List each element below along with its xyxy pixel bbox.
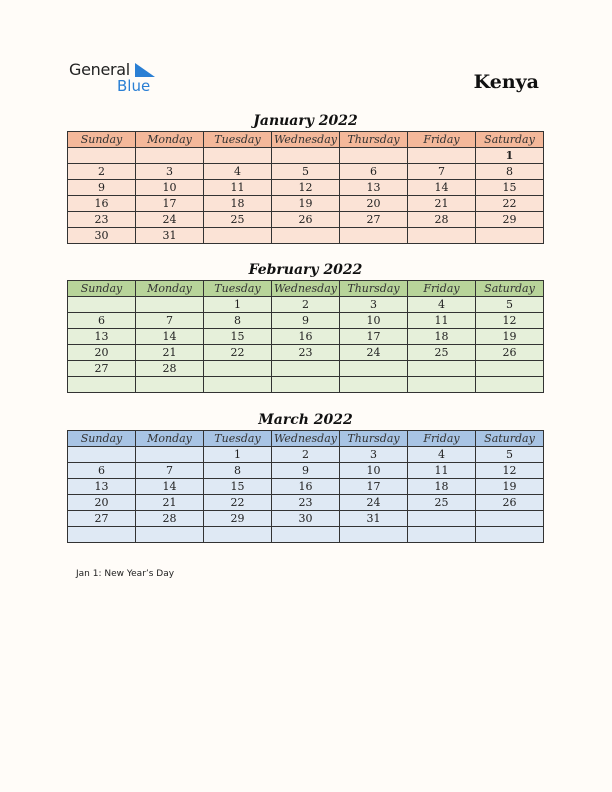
weekday-saturday: Saturday: [476, 281, 544, 297]
empty-day-cell: [408, 527, 476, 543]
empty-day-cell: [340, 361, 408, 377]
empty-day-cell: [204, 377, 272, 393]
empty-day-cell: [340, 228, 408, 244]
day-cell: 24: [340, 495, 408, 511]
empty-day-cell: [408, 361, 476, 377]
day-cell: 15: [204, 329, 272, 345]
logo-text-general: General: [69, 60, 130, 79]
day-cell: 27: [340, 212, 408, 228]
empty-day-cell: [68, 527, 136, 543]
weekday-tuesday: Tuesday: [204, 132, 272, 148]
day-cell: 5: [476, 297, 544, 313]
day-cell: 20: [340, 196, 408, 212]
day-cell: 16: [272, 479, 340, 495]
empty-day-cell: [272, 361, 340, 377]
day-cell: 9: [272, 313, 340, 329]
week-row: [68, 345, 544, 361]
weekday-saturday: Saturday: [476, 431, 544, 447]
day-cell: 1: [476, 148, 544, 164]
day-cell: 4: [408, 297, 476, 313]
day-cell: 4: [204, 164, 272, 180]
week-row: [68, 329, 544, 345]
day-cell: 20: [68, 345, 136, 361]
weekday-friday: Friday: [408, 281, 476, 297]
month-grid: [67, 131, 544, 244]
week-row: [68, 377, 544, 393]
day-cell: 23: [272, 345, 340, 361]
day-cell: 29: [204, 511, 272, 527]
week-row: [68, 495, 544, 511]
weekday-header-row: [68, 431, 544, 447]
empty-day-cell: [476, 527, 544, 543]
empty-day-cell: [408, 377, 476, 393]
day-cell: 23: [272, 495, 340, 511]
day-cell: 18: [408, 479, 476, 495]
day-cell: 10: [136, 180, 204, 196]
day-cell: 29: [476, 212, 544, 228]
month-feb: [67, 260, 544, 393]
week-row: [68, 180, 544, 196]
weekday-wednesday: Wednesday: [272, 281, 340, 297]
weekday-saturday: Saturday: [476, 132, 544, 148]
day-cell: 27: [68, 361, 136, 377]
empty-day-cell: [136, 447, 204, 463]
day-cell: 11: [408, 313, 476, 329]
empty-day-cell: [408, 228, 476, 244]
day-cell: 13: [68, 479, 136, 495]
day-cell: 28: [136, 511, 204, 527]
day-cell: 15: [476, 180, 544, 196]
brand-logo: [69, 60, 169, 96]
week-row: [68, 479, 544, 495]
weekday-tuesday: Tuesday: [204, 281, 272, 297]
empty-day-cell: [272, 148, 340, 164]
weekday-wednesday: Wednesday: [272, 431, 340, 447]
week-row: [68, 447, 544, 463]
empty-day-cell: [476, 511, 544, 527]
week-row: [68, 148, 544, 164]
weekday-wednesday: Wednesday: [272, 132, 340, 148]
day-cell: 30: [272, 511, 340, 527]
day-cell: 17: [340, 329, 408, 345]
weekday-thursday: Thursday: [340, 132, 408, 148]
empty-day-cell: [68, 377, 136, 393]
empty-day-cell: [476, 377, 544, 393]
day-cell: 27: [68, 511, 136, 527]
day-cell: 25: [204, 212, 272, 228]
empty-day-cell: [340, 148, 408, 164]
day-cell: 18: [408, 329, 476, 345]
day-cell: 19: [476, 329, 544, 345]
day-cell: 9: [68, 180, 136, 196]
weekday-thursday: Thursday: [340, 281, 408, 297]
day-cell: 5: [476, 447, 544, 463]
day-cell: 13: [340, 180, 408, 196]
empty-day-cell: [68, 148, 136, 164]
empty-day-cell: [408, 148, 476, 164]
weekday-monday: Monday: [136, 132, 204, 148]
month-title: February 2022: [248, 262, 363, 278]
empty-day-cell: [476, 361, 544, 377]
day-cell: 2: [68, 164, 136, 180]
weekday-header-row: [68, 132, 544, 148]
empty-day-cell: [340, 377, 408, 393]
month-title: January 2022: [253, 113, 358, 129]
day-cell: 3: [340, 297, 408, 313]
day-cell: 24: [136, 212, 204, 228]
day-cell: 22: [204, 345, 272, 361]
day-cell: 25: [408, 495, 476, 511]
day-cell: 7: [136, 313, 204, 329]
weekday-header-row: [68, 281, 544, 297]
month-title: March 2022: [258, 412, 353, 428]
empty-day-cell: [68, 447, 136, 463]
day-cell: 25: [408, 345, 476, 361]
weekday-sunday: Sunday: [68, 132, 136, 148]
week-row: [68, 527, 544, 543]
empty-day-cell: [272, 228, 340, 244]
day-cell: 20: [68, 495, 136, 511]
weekday-monday: Monday: [136, 281, 204, 297]
day-cell: 10: [340, 463, 408, 479]
day-cell: 8: [204, 313, 272, 329]
weekday-tuesday: Tuesday: [204, 431, 272, 447]
weekday-monday: Monday: [136, 431, 204, 447]
day-cell: 26: [476, 495, 544, 511]
month-mar: [67, 410, 544, 543]
month-grid: [67, 280, 544, 393]
day-cell: 12: [272, 180, 340, 196]
empty-day-cell: [68, 297, 136, 313]
day-cell: 3: [340, 447, 408, 463]
day-cell: 30: [68, 228, 136, 244]
logo-text-blue: Blue: [117, 77, 151, 95]
empty-day-cell: [272, 377, 340, 393]
day-cell: 8: [476, 164, 544, 180]
day-cell: 26: [476, 345, 544, 361]
day-cell: 6: [340, 164, 408, 180]
empty-day-cell: [272, 527, 340, 543]
day-cell: 11: [408, 463, 476, 479]
week-row: [68, 463, 544, 479]
day-cell: 14: [136, 479, 204, 495]
day-cell: 16: [272, 329, 340, 345]
day-cell: 21: [408, 196, 476, 212]
weekday-friday: Friday: [408, 132, 476, 148]
day-cell: 6: [68, 463, 136, 479]
day-cell: 16: [68, 196, 136, 212]
day-cell: 22: [476, 196, 544, 212]
day-cell: 18: [204, 196, 272, 212]
day-cell: 17: [136, 196, 204, 212]
week-row: [68, 164, 544, 180]
day-cell: 1: [204, 447, 272, 463]
day-cell: 7: [136, 463, 204, 479]
month-jan: [67, 111, 544, 244]
week-row: [68, 511, 544, 527]
day-cell: 21: [136, 495, 204, 511]
day-cell: 7: [408, 164, 476, 180]
empty-day-cell: [136, 148, 204, 164]
day-cell: 6: [68, 313, 136, 329]
weekday-sunday: Sunday: [68, 431, 136, 447]
day-cell: 1: [204, 297, 272, 313]
week-row: [68, 361, 544, 377]
day-cell: 2: [272, 447, 340, 463]
weekday-friday: Friday: [408, 431, 476, 447]
country-title: Kenya: [473, 71, 539, 93]
week-row: [68, 228, 544, 244]
weekday-thursday: Thursday: [340, 431, 408, 447]
empty-day-cell: [408, 511, 476, 527]
day-cell: 12: [476, 313, 544, 329]
empty-day-cell: [476, 228, 544, 244]
empty-day-cell: [136, 527, 204, 543]
empty-day-cell: [136, 297, 204, 313]
week-row: [68, 212, 544, 228]
day-cell: 21: [136, 345, 204, 361]
empty-day-cell: [204, 361, 272, 377]
day-cell: 24: [340, 345, 408, 361]
day-cell: 28: [408, 212, 476, 228]
day-cell: 17: [340, 479, 408, 495]
holiday-note: Jan 1: New Year’s Day: [76, 569, 175, 579]
empty-day-cell: [340, 527, 408, 543]
holiday-notes: [76, 569, 174, 579]
day-cell: 14: [408, 180, 476, 196]
day-cell: 26: [272, 212, 340, 228]
day-cell: 10: [340, 313, 408, 329]
empty-day-cell: [204, 527, 272, 543]
day-cell: 9: [272, 463, 340, 479]
day-cell: 14: [136, 329, 204, 345]
day-cell: 23: [68, 212, 136, 228]
day-cell: 31: [340, 511, 408, 527]
day-cell: 19: [476, 479, 544, 495]
empty-day-cell: [204, 228, 272, 244]
day-cell: 8: [204, 463, 272, 479]
day-cell: 31: [136, 228, 204, 244]
week-row: [68, 313, 544, 329]
month-grid: [67, 430, 544, 543]
weekday-sunday: Sunday: [68, 281, 136, 297]
week-row: [68, 297, 544, 313]
empty-day-cell: [204, 148, 272, 164]
logo-triangle-icon: [135, 63, 155, 77]
day-cell: 15: [204, 479, 272, 495]
day-cell: 2: [272, 297, 340, 313]
day-cell: 11: [204, 180, 272, 196]
day-cell: 12: [476, 463, 544, 479]
day-cell: 4: [408, 447, 476, 463]
day-cell: 5: [272, 164, 340, 180]
week-row: [68, 196, 544, 212]
day-cell: 22: [204, 495, 272, 511]
day-cell: 3: [136, 164, 204, 180]
empty-day-cell: [136, 377, 204, 393]
day-cell: 13: [68, 329, 136, 345]
day-cell: 28: [136, 361, 204, 377]
day-cell: 19: [272, 196, 340, 212]
